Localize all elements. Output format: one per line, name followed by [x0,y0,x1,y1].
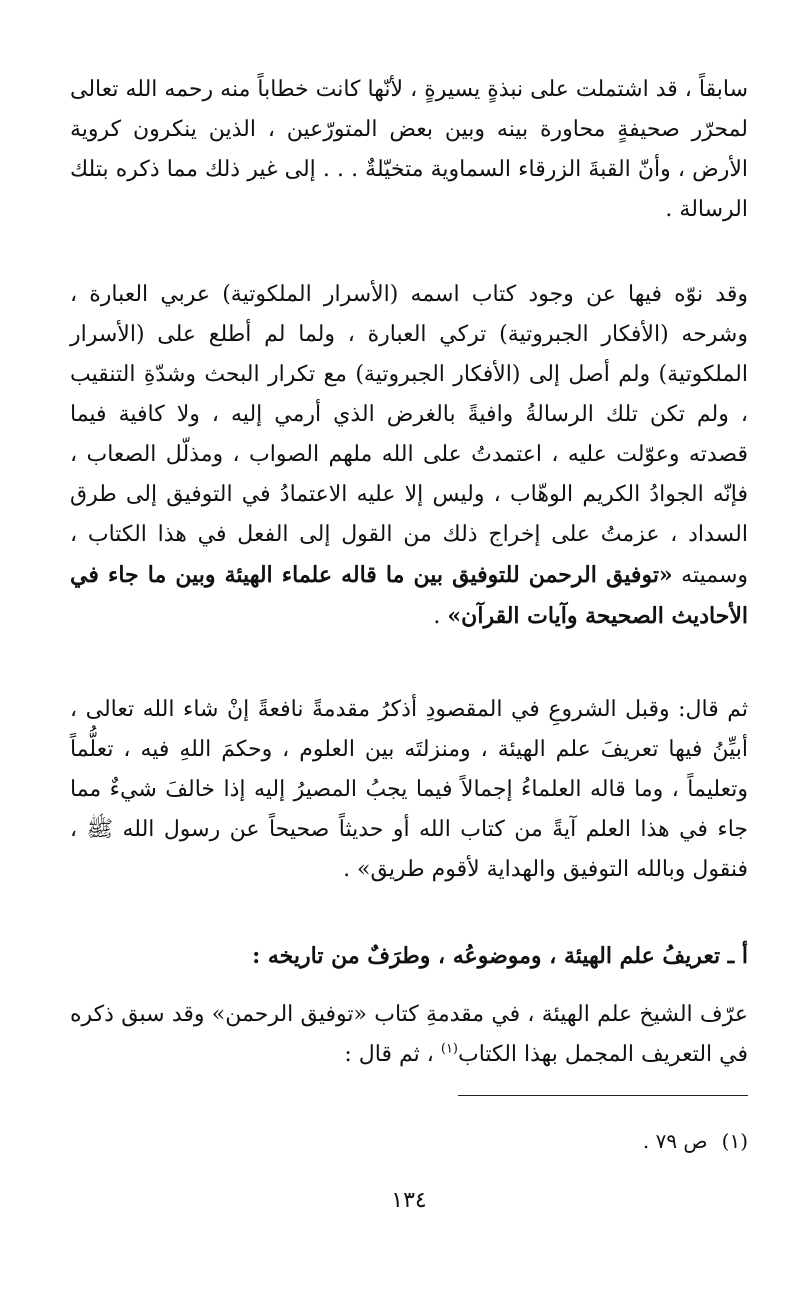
paragraph: ثم قال: وقبل الشروعِ في المقصودِ أذكرُ مقدمةً نافعةً إنْ شاء الله تعالى ، أبيِّنُ فيها تعريفَ علم الهيئة ، ومنزلتَه بين العلوم ، وحكمَ اللهِ فيه ، تعلُّماً وتعليماً ، وما قاله العلماءُ إجمالاً فيما يجبُ المصيرُ إليه إذا خالفَ شيءٌ مما جاء في هذا العلم آيةً من كتاب الله أو حديثاً صحيحاً عن رسول الله ﷺ ، فنقول وبالله التوفيق والهداية لأقوم طريق» . [70,697,748,882]
paragraph [70,275,748,637]
paragraph-text: وقد نوّه فيها عن وجود كتاب اسمه (الأسرار الملكوتية) عربي العبارة ، وشرحه (الأفكار الجبروتية) تركي العبارة ، ولما لم أطلع على (الأسرار الملكوتية) ولم أصل إلى (الأفكار الجبروتية) مع تكرار البحث وشدّةِ التنقيب ، ولم تكن تلك الرسالةُ وافيةً بالغرض الذي أرمي إليه ، ولا كافية فيما قصدته وعوّلت عليه ، اعتمدتُ على الله ملهم الصواب ، ومذلّل الصعاب ، فإنّه الجوادُ الكريم الوهّاب ، وليس إلا عليه الاعتمادُ في التوفيق إلى طرق السداد ، عزمتُ على إخراج ذلك من القول إلى الفعل في هذا الكتاب ، وسميته [70,282,748,588]
paragraph: سابقاً ، قد اشتملت على نبذةٍ يسيرةٍ ، لأنّها كانت خطاباً منه رحمه الله تعالى لمحرّر صحيفةٍ محاورة بينه وبين بعض المتورّعين ، الذين ينكرون كروية الأرض ، وأنّ القبةَ الزرقاء السماوية متخيّلةٌ . . . إلى غير ذلك مما ذكره بتلك الرسالة . [70,77,748,222]
paragraph-end: . [433,604,448,629]
footnote-text: ص ٧٩ . [642,1129,708,1153]
footnote-number: (١) [721,1129,748,1153]
section-heading: أ ـ تعريفُ علم الهيئة ، وموضوعُه ، وطرَفٌ من تاريخه : [252,943,748,969]
paragraph-text: عرّف الشيخ علم الهيئة ، في مقدمةِ كتاب «توفيق الرحمن» وقد سبق ذكره في التعريف المجمل بهذا الكتاب [70,1002,748,1067]
page-number: ١٣٤ [391,1188,427,1213]
footnote [643,1125,748,1157]
footnote-divider [458,1095,748,1096]
book-title: «توفيق الرحمن للتوفيق بين ما قاله علماء الهيئة وبين ما جاء في الأحاديث الصحيحة وآيات القرآن» [70,562,748,629]
footnote-reference[interactable]: (١) [440,1041,458,1057]
paragraph-end: ، ثم قال : [344,1042,441,1067]
page-content [70,60,748,1240]
paragraph [70,995,748,1075]
